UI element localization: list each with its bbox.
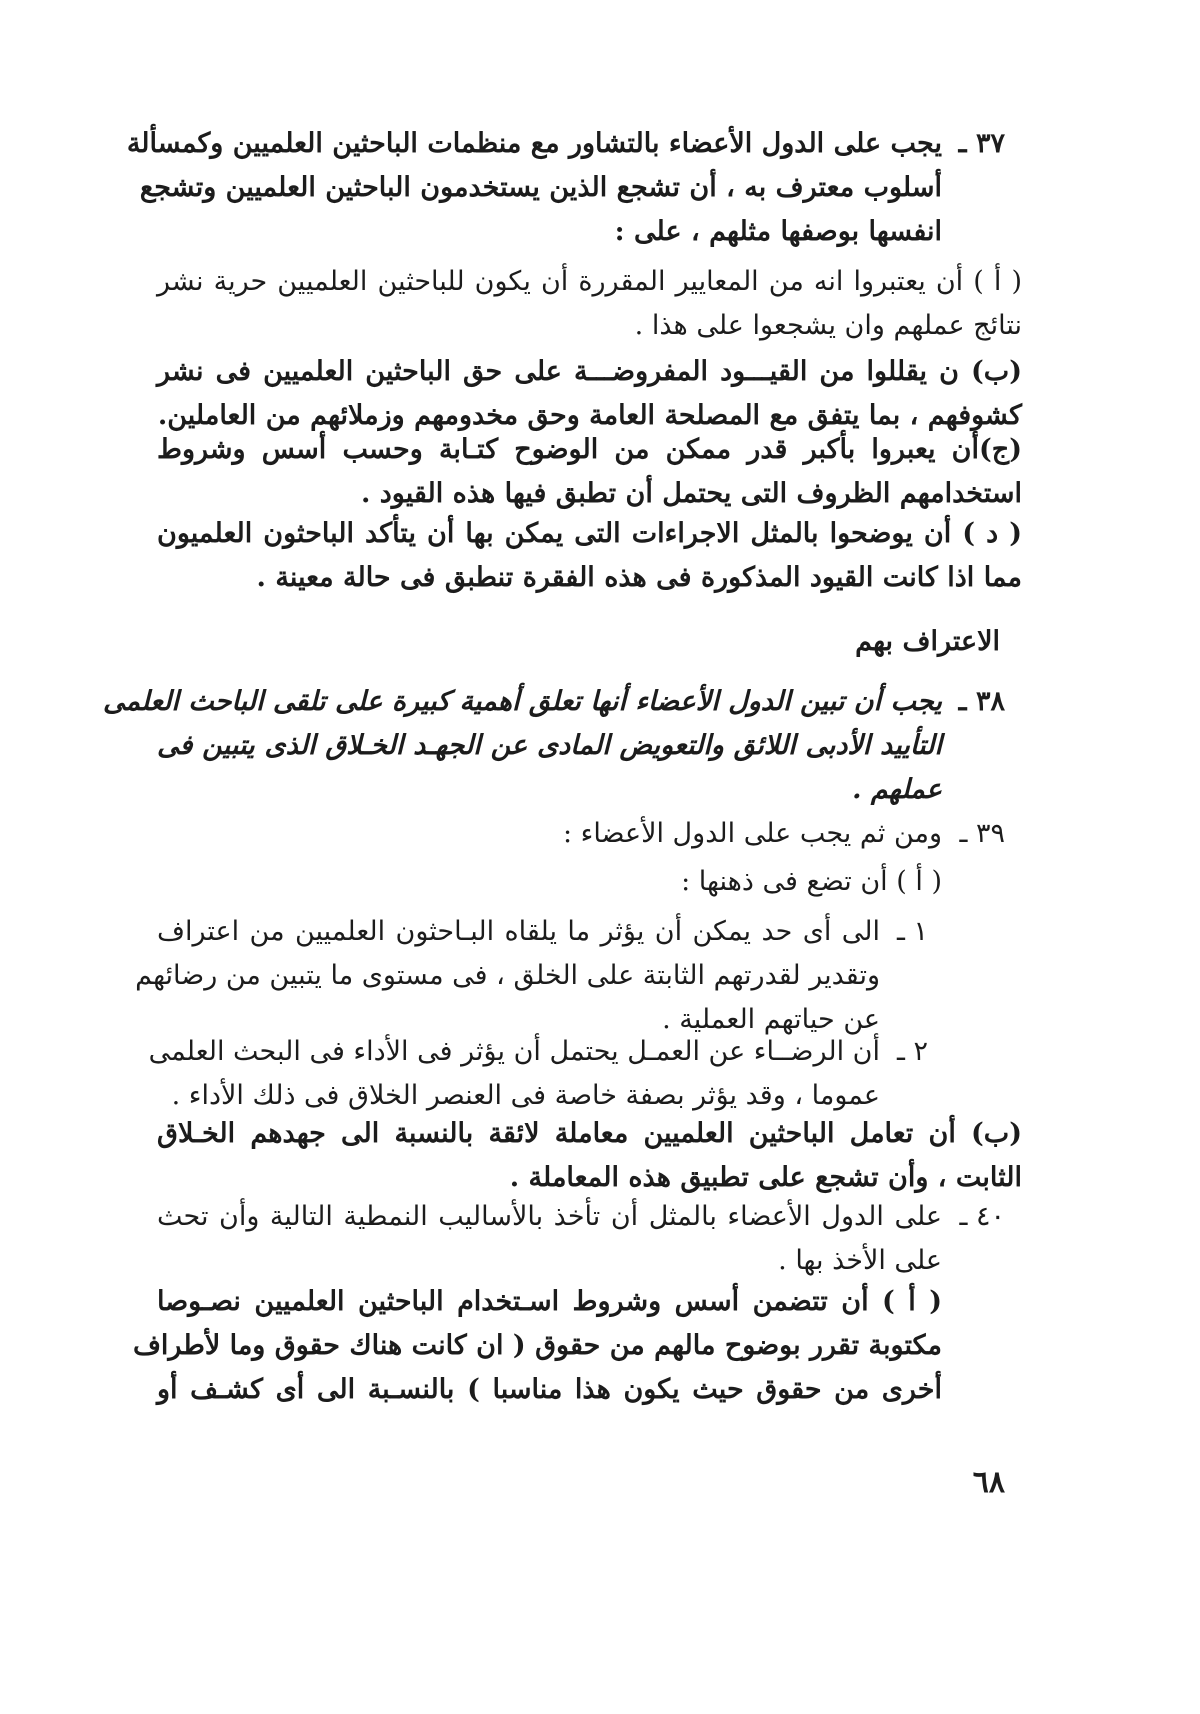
para-39-sub-a [157,860,942,904]
text-line: الثابت ، وأن تشجع على تطبيق هذه المعاملة . [509,1162,1022,1193]
text-line: ( أ ) أن يعتبروا انه من المعايير المقررة أن يكون للباحثين العلميين حرية نشر [157,266,1022,297]
section-heading: الاعتراف بهم [855,626,1000,657]
para-37-item-b [157,350,1022,438]
para-39-number: ٣٩ ـ [959,818,1005,849]
text-line: استخدامهم الظروف التى يحتمل أن تطبق فيها هذه القيود . [360,478,1022,509]
text-line: يجب أن تبين الدول الأعضاء أنها تعلق أهمية كبيرة على تلقى الباحث العلمى [103,686,942,717]
page-number: ٦٨ [972,1465,1005,1500]
text-line: ومن ثم يجب على الدول الأعضاء : [562,818,942,849]
text-line: على الدول الأعضاء بالمثل أن تأخذ بالأساليب النمطية التالية وأن تحث [157,1201,942,1232]
text-line: نتائج عملهم وان يشجعوا على هذا . [634,310,1022,341]
para-37-body [126,122,942,254]
para-37-item-d [157,512,1022,600]
text-line: أسلوب معترف به ، أن تشجع الذين يستخدمون الباحثين العلميين وتشجع [139,172,942,203]
para-39-sub-b [157,1112,1022,1200]
para-40-sub-a [132,1280,942,1412]
text-line: عملهم . [852,774,942,805]
text-line: ( أ ) أن تضع فى ذهنها : [681,866,942,897]
para-38-number: ٣٨ ـ [958,686,1005,717]
para-40-number: ٤٠ ـ [959,1201,1005,1232]
point-1-number: ١ ـ [896,916,928,947]
text-line: على الأخذ بها . [778,1245,942,1276]
text-line: (ج)أن يعبروا بأكبر قدر ممكن من الوضوح كتـابة وحسب أسس وشروط [157,434,1022,465]
text-line: ( د ) أن يوضحوا بالمثل الاجراءات التى يمكن بها أن يتأكد الباحثون العلميون [157,518,1022,549]
text-line: أن الرضــاء عن العمـل يحتمل أن يؤثر فى الأداء فى البحث العلمى [148,1036,880,1067]
point-2-number: ٢ ـ [896,1036,928,1067]
text-line: عموما ، وقد يؤثر بصفة خاصة فى العنصر الخلاق فى ذلك الأداء . [171,1080,880,1111]
text-line: يجب على الدول الأعضاء بالتشاور مع منظمات الباحثين العلميين وكمسألة [126,128,942,159]
para-37-item-c [157,428,1022,516]
text-line: التأييد الأدبى اللائق والتعويض المادى عن الجهـد الخـلاق الذى يتبين فى [157,730,942,761]
text-line: انفسها بوصفها مثلهم ، على : [614,216,942,247]
para-40-body [157,1195,942,1283]
text-line: (ب) أن تعامل الباحثين العلميين معاملة لائقة بالنسبة الى جهدهم الخـلاق [157,1118,1022,1149]
text-line: أخرى من حقوق حيث يكون هذا مناسبا ) بالنسـبة الى أى كشـف أو [157,1374,942,1405]
para-38-body [103,680,942,812]
text-line: عن حياتهم العملية . [662,1004,880,1035]
para-37-item-a [157,260,1022,348]
point-2-body [148,1030,880,1118]
para-39-intro [157,812,942,856]
text-line: مكتوبة تقرر بوضوح مالهم من حقوق ( ان كانت هناك حقوق وما لأطراف [132,1330,942,1361]
text-line: مما اذا كانت القيود المذكورة فى هذه الفقرة تنطبق فى حالة معينة . [256,562,1022,593]
text-line: وتقدير لقدرتهم الثابتة على الخلق ، فى مستوى ما يتبين من رضائهم [135,960,880,991]
point-1-body [135,910,880,1042]
text-line: (ب) ن يقللوا من القيـــود المفروضـــة على حق الباحثين العلميين فى نشر [157,356,1022,387]
text-line: كشوفهم ، بما يتفق مع المصلحة العامة وحق مخدومهم وزملائهم من العاملين. [157,400,1022,431]
para-37-number: ٣٧ ـ [958,128,1005,159]
text-line: الى أى حد يمكن أن يؤثر ما يلقاه البـاحثون العلميين من اعتراف [157,916,880,947]
text-line: ( أ ) أن تتضمن أسس وشروط اسـتخدام الباحثين العلميين نصـوصا [157,1286,942,1317]
